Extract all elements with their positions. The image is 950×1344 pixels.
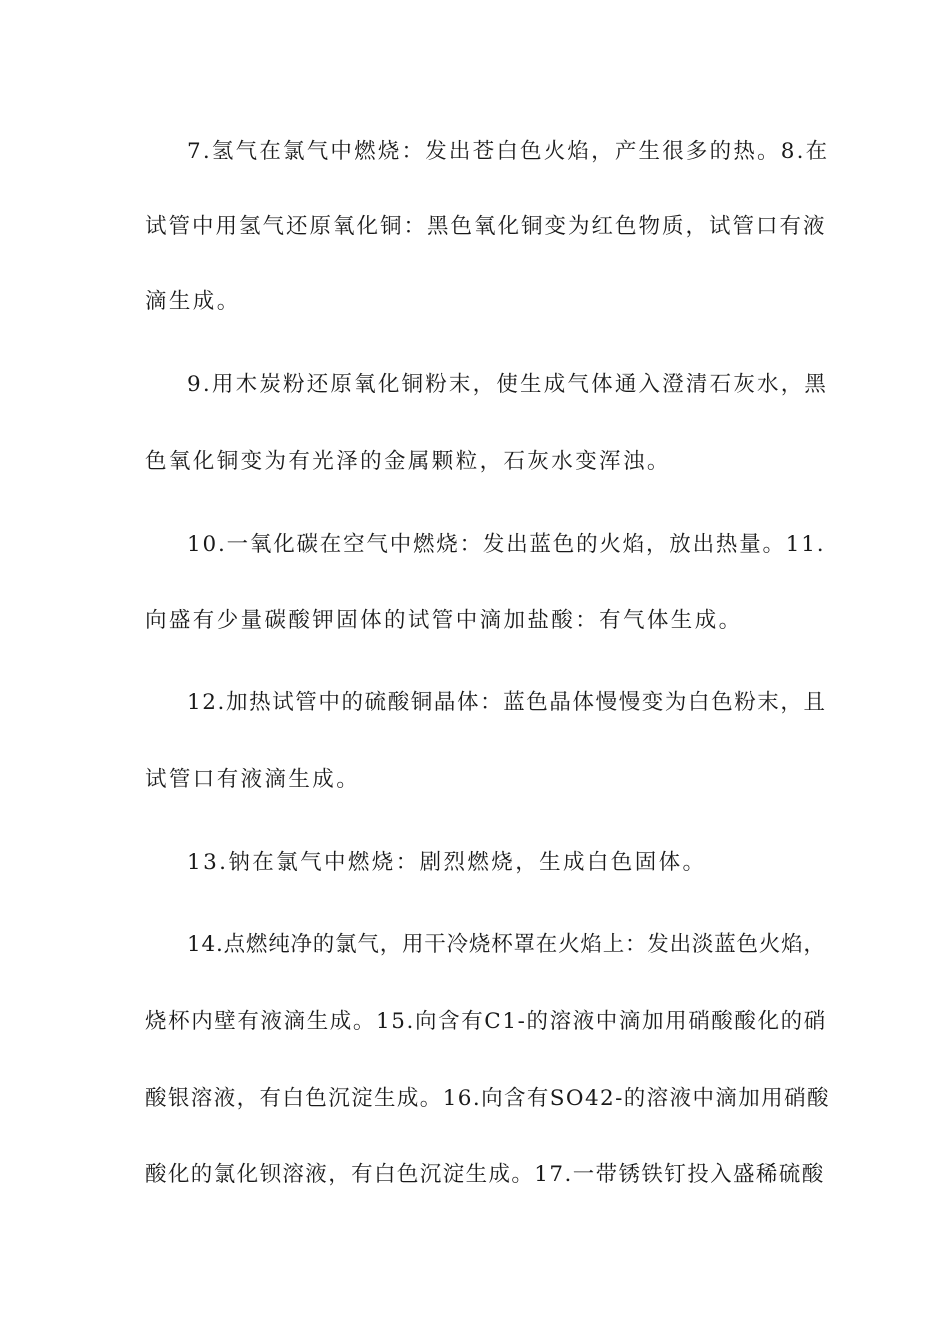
text-line: 12.加热试管中的硫酸铜晶体：蓝色晶体慢慢变为白色粉末，且 bbox=[187, 690, 827, 715]
text-line: 酸银溶液，有白色沉淀生成。16.向含有SO42-的溶液中滴加用硝酸 bbox=[145, 1086, 830, 1111]
text-line: 10.一氧化碳在空气中燃烧：发出蓝色的火焰，放出热量。11. bbox=[187, 532, 826, 557]
text-line: 7.氢气在氯气中燃烧：发出苍白色火焰，产生很多的热。8.在 bbox=[187, 139, 830, 164]
text-line: 色氧化铜变为有光泽的金属颗粒，石灰水变浑浊。 bbox=[145, 449, 671, 474]
text-line: 烧杯内壁有液滴生成。15.向含有C1-的溶液中滴加用硝酸酸化的硝 bbox=[145, 1009, 827, 1034]
text-line: 滴生成。 bbox=[145, 289, 241, 314]
text-line: 试管口有液滴生成。 bbox=[145, 767, 361, 792]
text-line: 酸化的氯化钡溶液，有白色沉淀生成。17.一带锈铁钉投入盛稀硫酸 bbox=[145, 1162, 825, 1187]
text-line: 向盛有少量碳酸钾固体的试管中滴加盐酸：有气体生成。 bbox=[145, 608, 743, 633]
text-line: 9.用木炭粉还原氧化铜粉末，使生成气体通入澄清石灰水，黑 bbox=[187, 372, 829, 397]
text-line: 14.点燃纯净的氯气，用干冷烧杯罩在火焰上：发出淡蓝色火焰， bbox=[187, 932, 826, 957]
text-line: 13.钠在氯气中燃烧：剧烈燃烧，生成白色固体。 bbox=[187, 850, 707, 875]
text-line: 试管中用氢气还原氧化铜：黑色氧化铜变为红色物质，试管口有液 bbox=[145, 214, 827, 239]
